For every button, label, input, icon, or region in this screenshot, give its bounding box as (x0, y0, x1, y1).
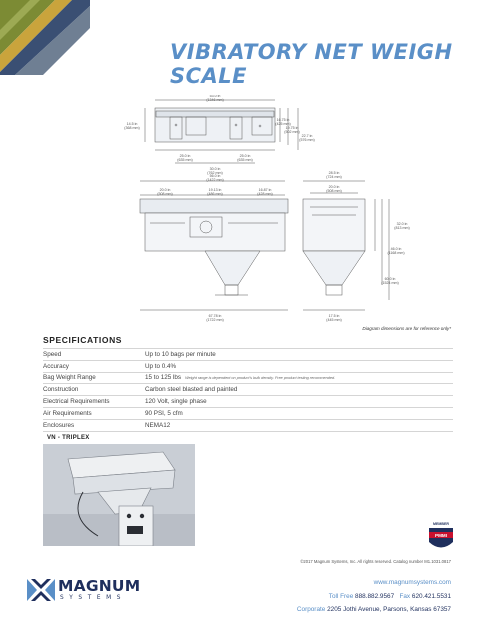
pmmi-member-text: MEMBER (433, 522, 449, 526)
toll-free-number[interactable]: 888.882.9567 (355, 593, 395, 600)
dim-metric: (508 mm) (326, 189, 342, 194)
dim-metric: (724 mm) (326, 175, 342, 180)
pmmi-member-badge (425, 520, 457, 554)
corner-stripes-graphic (0, 0, 90, 75)
dim-front-seg-1: 20.0 in (508 mm) (157, 188, 173, 197)
dim-metric: (1524 mm) (381, 281, 399, 286)
spec-label: Bag Weight Range (43, 372, 145, 384)
spec-value: Carbon steel blasted and painted (145, 384, 453, 396)
spec-value: 90 PSI, 5 cfm (145, 407, 453, 419)
dim-metric: (368 mm) (124, 126, 140, 131)
spec-row (43, 349, 453, 361)
dim-metric: (425 mm) (275, 122, 291, 127)
model-label: VN - TRIPLEX (47, 435, 90, 441)
dim-top-left: 14.5 in (368 mm) (124, 122, 140, 131)
dim-metric: (576 mm) (299, 138, 315, 143)
address-line (297, 606, 451, 613)
dim-top-right-c: 22.7 in (576 mm) (299, 134, 315, 143)
diagram-disclaimer: Diagram dimensions are for reference only* (362, 326, 451, 331)
specifications-table (43, 348, 453, 432)
dim-metric: (1346 mm) (206, 98, 224, 103)
spec-label: Air Requirements (43, 407, 145, 419)
dim-top-bottom-left: 25.0 in (635 mm) (177, 154, 193, 163)
dim-side-top: 28.5 in (724 mm) (326, 171, 342, 180)
product-photo (43, 444, 195, 546)
fax-label: Fax (399, 593, 411, 600)
spec-row (43, 396, 453, 408)
spec-value: Up to 10 bags per minute (145, 349, 453, 361)
dim-front-bottom: 67.78 in (1722 mm) (206, 314, 224, 323)
dim-side-right-a: 32.0 in (813 mm) (394, 222, 410, 231)
spec-note: Weight range is dependent on product’s bulk density. Free product testing recommended. (185, 376, 336, 381)
dim-front-seg-2: 19.13 in (486 mm) (207, 188, 223, 197)
spec-label: Construction (43, 384, 145, 396)
spec-value: 15 to 125 lbs Weight range is dependent on product’s bulk density. Free product testing recommended. (145, 372, 453, 384)
dim-metric: (486 mm) (207, 192, 223, 197)
side-view-drawing (303, 181, 389, 310)
dim-metric: (1722 mm) (206, 318, 224, 323)
dim-top-overall: 53.0 in (1346 mm) (206, 95, 224, 103)
dim-metric: (428 mm) (257, 192, 273, 197)
spec-row (43, 407, 453, 419)
dim-metric: (635 mm) (237, 158, 253, 163)
dim-metric: (1168 mm) (387, 251, 405, 256)
dim-metric: (635 mm) (177, 158, 193, 163)
spec-row (43, 419, 453, 431)
top-view-drawing (145, 100, 298, 163)
dim-metric: (762 mm) (207, 171, 223, 176)
specifications-heading: SPECIFICATIONS (43, 335, 123, 345)
corporate-address: 2205 Jothi Avenue, Parsons, Kansas 67357 (327, 606, 451, 613)
dim-top-bottom-total: 30.0 in (762 mm) (207, 167, 223, 176)
spec-label: Accuracy (43, 360, 145, 372)
spec-label: Electrical Requirements (43, 396, 145, 408)
website-link[interactable]: www.magnumsystems.com (373, 579, 451, 586)
page-title: VIBRATORY NET WEIGH SCALE (170, 40, 453, 88)
dim-side-top-inner: 20.0 in (508 mm) (326, 185, 342, 194)
dim-top-right-a: 16.75 in (425 mm) (275, 118, 291, 127)
phone-line (329, 593, 451, 600)
dim-front-seg-3: 16.87 in (428 mm) (257, 188, 273, 197)
logo-subtitle: SYSTEMS (60, 595, 126, 601)
dim-metric: (1422 mm) (206, 178, 224, 183)
front-view-drawing (140, 181, 288, 310)
dim-metric: (508 mm) (157, 192, 173, 197)
copyright-text: ©2017 Magnum Systems, Inc. All rights reserved. Catalog number M1.1031.0817 (300, 559, 451, 564)
pmmi-name-text: PMMI (435, 533, 447, 538)
spec-row (43, 360, 453, 372)
dim-top-right-b: 19.75 in (502 mm) (284, 126, 300, 135)
spec-label: Speed (43, 349, 145, 361)
spec-value: 120 Volt, single phase (145, 396, 453, 408)
dim-side-right-b: 46.0 in (1168 mm) (387, 247, 405, 256)
dim-side-right-c: 60.0 in (1524 mm) (381, 277, 399, 286)
magnum-m-icon (27, 576, 55, 604)
toll-free-label: Toll Free (328, 593, 354, 600)
logo-name: MAGNUM (58, 577, 141, 595)
magnum-logo (27, 576, 141, 606)
spec-value: NEMA12 (145, 419, 453, 431)
technical-drawings (20, 95, 480, 335)
spec-value: Up to 0.4% (145, 360, 453, 372)
dim-metric: (445 mm) (326, 318, 342, 323)
dim-front-top-total: 56.0 in (1422 mm) (206, 174, 224, 183)
dim-metric: (502 mm) (284, 130, 300, 135)
fax-number: 620.421.5531 (411, 593, 451, 600)
dim-top-bottom-right: 25.0 in (635 mm) (237, 154, 253, 163)
spec-label: Enclosures (43, 419, 145, 431)
spec-row (43, 384, 453, 396)
spec-row (43, 372, 453, 384)
dim-side-bottom: 17.5 in (445 mm) (326, 314, 342, 323)
dim-metric: (813 mm) (394, 226, 410, 231)
corporate-label: Corporate (296, 606, 326, 613)
